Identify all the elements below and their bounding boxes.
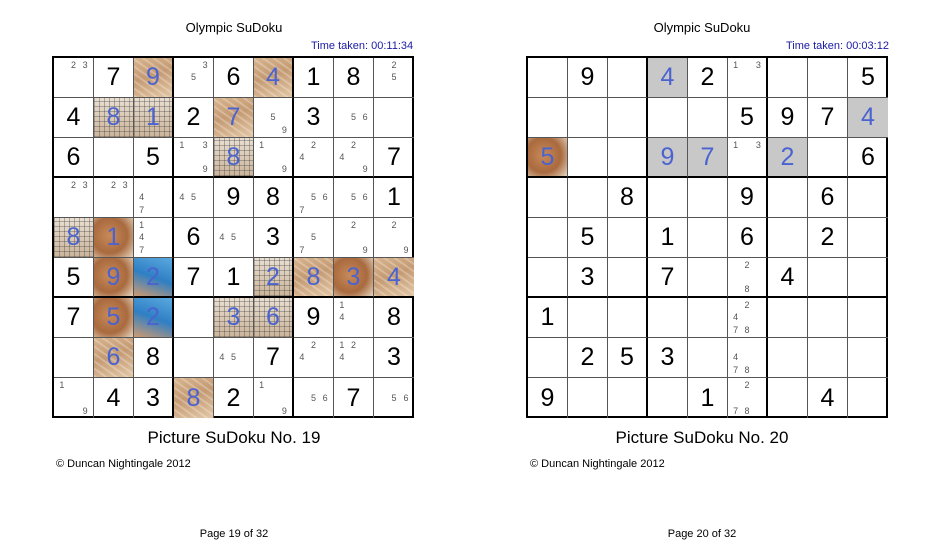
given-digit: 7	[346, 383, 361, 412]
sudoku-cell[interactable]	[174, 378, 214, 418]
page-title: Olympic SuDoku	[185, 20, 283, 35]
sudoku-cell[interactable]	[94, 258, 134, 298]
sudoku-grid[interactable]	[526, 56, 888, 418]
given-digit: 6	[186, 223, 201, 251]
sudoku-cell[interactable]	[134, 178, 174, 218]
sudoku-cell[interactable]	[568, 178, 608, 218]
puzzle-caption: Picture SuDoku No. 19	[147, 428, 321, 447]
pencil-marks: 1 9	[59, 380, 88, 416]
pencil-marks: 5 6	[350, 112, 368, 123]
sudoku-cell[interactable]	[768, 378, 808, 418]
sudoku-cell[interactable]	[294, 298, 334, 338]
sudoku-cell[interactable]	[728, 298, 768, 338]
given-digit: 2	[226, 383, 241, 412]
pencil-marks: 4 5	[179, 192, 196, 203]
entered-digit: 8	[186, 383, 201, 412]
sudoku-cell[interactable]	[688, 138, 728, 178]
given-digit: 7	[106, 63, 121, 91]
pencil-marks: 4 5	[219, 352, 236, 363]
sudoku-cell[interactable]	[728, 58, 768, 98]
entered-digit: 4	[861, 103, 875, 131]
sudoku-cell[interactable]	[94, 98, 134, 138]
sudoku-cell[interactable]	[214, 298, 254, 338]
given-digit: 1	[226, 262, 241, 291]
sudoku-cell[interactable]	[334, 98, 374, 138]
given-digit: 1	[540, 303, 555, 331]
sudoku-cell[interactable]	[294, 218, 334, 258]
entered-digit: 7	[226, 103, 241, 131]
given-digit: 1	[660, 223, 675, 251]
sudoku-cell[interactable]	[528, 298, 568, 338]
sudoku-cell[interactable]	[808, 298, 848, 338]
sudoku-cell[interactable]	[174, 98, 214, 138]
sudoku-cell[interactable]	[294, 178, 334, 218]
sudoku-cell[interactable]	[174, 298, 214, 338]
sudoku-cell[interactable]	[94, 378, 134, 418]
sudoku-cell[interactable]	[134, 378, 174, 418]
pencil-marks: 2 5	[391, 60, 397, 83]
sudoku-cell[interactable]	[294, 58, 334, 98]
entered-digit: 1	[106, 223, 121, 251]
given-digit: 3	[387, 343, 401, 371]
sudoku-cell[interactable]	[254, 58, 294, 98]
sudoku-cell[interactable]	[334, 258, 374, 298]
sudoku-cell[interactable]	[334, 218, 374, 258]
sudoku-cell[interactable]	[254, 378, 294, 418]
sudoku-cell[interactable]	[294, 338, 334, 378]
entered-digit: 2	[266, 262, 280, 291]
given-digit: 4	[66, 103, 81, 131]
sudoku-cell[interactable]	[568, 378, 608, 418]
sudoku-cell[interactable]	[608, 58, 648, 98]
sudoku-cell[interactable]	[294, 258, 334, 298]
sudoku-cell[interactable]	[808, 338, 848, 378]
entered-digit: 5	[540, 142, 555, 171]
pencil-marks: 2 4 7 8	[733, 300, 750, 335]
given-digit: 8	[387, 303, 401, 331]
sudoku-cell[interactable]	[688, 378, 728, 418]
sudoku-cell[interactable]	[374, 58, 414, 98]
entered-digit: 8	[106, 103, 121, 131]
sudoku-cell[interactable]	[174, 258, 214, 298]
entered-digit: 6	[266, 303, 280, 331]
entered-digit: 8	[306, 262, 321, 291]
sudoku-cell[interactable]	[134, 298, 174, 338]
pencil-marks: 2 8	[744, 260, 750, 294]
entered-digit: 1	[146, 103, 160, 131]
sudoku-cell[interactable]	[334, 338, 374, 378]
sudoku-cell[interactable]	[688, 258, 728, 298]
sudoku-cell[interactable]	[254, 338, 294, 378]
sudoku-cell[interactable]	[54, 218, 94, 258]
entered-digit: 9	[660, 142, 675, 171]
pencil-marks: 1 4	[339, 300, 345, 323]
sudoku-cell[interactable]	[54, 338, 94, 378]
pencil-marks: 1 4 7	[139, 220, 145, 255]
sudoku-cell[interactable]	[374, 298, 414, 338]
entered-digit: 8	[226, 142, 241, 171]
given-digit: 6	[820, 183, 835, 211]
sudoku-cell[interactable]	[808, 138, 848, 178]
sudoku-cell[interactable]	[808, 58, 848, 98]
sudoku-cell[interactable]	[214, 58, 254, 98]
entered-digit: 5	[106, 303, 121, 331]
sudoku-cell[interactable]	[94, 298, 134, 338]
pencil-marks: 5 6	[391, 392, 409, 403]
sudoku-cell[interactable]	[768, 338, 808, 378]
pencil-marks: 2 4	[299, 140, 316, 162]
pencil-marks: 4 7 8	[733, 352, 750, 375]
sudoku-cell[interactable]	[134, 58, 174, 98]
sudoku-cell[interactable]	[768, 218, 808, 258]
sudoku-cell[interactable]	[294, 138, 334, 178]
sudoku-cell[interactable]	[54, 178, 94, 218]
sudoku-cell[interactable]	[768, 98, 808, 138]
sudoku-cell[interactable]	[94, 178, 134, 218]
sudoku-cell[interactable]	[334, 378, 374, 418]
sudoku-cell[interactable]	[648, 338, 688, 378]
sudoku-cell[interactable]	[688, 58, 728, 98]
given-digit: 5	[740, 103, 754, 131]
sudoku-cell[interactable]	[728, 138, 768, 178]
given-digit: 5	[580, 223, 595, 251]
given-digit: 7	[820, 103, 835, 131]
sudoku-cell[interactable]	[688, 178, 728, 218]
given-digit: 4	[820, 383, 835, 412]
sudoku-cell[interactable]	[648, 138, 688, 178]
entered-digit: 3	[226, 303, 241, 331]
sudoku-cell[interactable]	[214, 338, 254, 378]
sudoku-cell[interactable]	[54, 258, 94, 298]
sudoku-cell[interactable]	[214, 178, 254, 218]
sudoku-cell[interactable]	[374, 218, 414, 258]
entered-digit: 6	[106, 343, 121, 371]
given-digit: 6	[861, 142, 875, 171]
sudoku-cell[interactable]	[648, 298, 688, 338]
given-digit: 3	[266, 223, 280, 251]
entered-digit: 8	[66, 223, 81, 251]
sudoku-cell[interactable]	[848, 298, 888, 338]
given-digit: 1	[700, 383, 715, 412]
pencil-marks: 2 7 8	[733, 380, 750, 416]
sudoku-cell[interactable]	[568, 338, 608, 378]
sudoku-cell[interactable]	[568, 58, 608, 98]
sudoku-cell[interactable]	[808, 258, 848, 298]
sudoku-cell[interactable]	[728, 338, 768, 378]
given-digit: 4	[106, 383, 121, 412]
sudoku-cell[interactable]	[768, 258, 808, 298]
sudoku-cell[interactable]	[254, 178, 294, 218]
sudoku-cell[interactable]	[94, 338, 134, 378]
sudoku-cell[interactable]	[374, 98, 414, 138]
sudoku-cell[interactable]	[214, 218, 254, 258]
pencil-marks: 5 6 7	[299, 192, 328, 215]
sudoku-cell[interactable]	[334, 138, 374, 178]
pencil-marks: 1 3	[733, 60, 761, 71]
sudoku-cell[interactable]	[808, 178, 848, 218]
sudoku-cell[interactable]	[334, 178, 374, 218]
sudoku-cell[interactable]	[294, 98, 334, 138]
sudoku-cell[interactable]	[648, 178, 688, 218]
given-digit: 9	[780, 103, 795, 131]
sudoku-cell[interactable]	[848, 218, 888, 258]
sudoku-cell[interactable]	[528, 258, 568, 298]
given-digit: 2	[186, 103, 201, 131]
sudoku-cell[interactable]	[728, 178, 768, 218]
given-digit: 9	[580, 63, 595, 91]
sudoku-cell[interactable]	[688, 98, 728, 138]
page-20	[468, 0, 936, 555]
sudoku-cell[interactable]	[528, 218, 568, 258]
sudoku-cell[interactable]	[334, 58, 374, 98]
sudoku-cell[interactable]	[848, 378, 888, 418]
sudoku-cell[interactable]	[374, 178, 414, 218]
sudoku-cell[interactable]	[768, 298, 808, 338]
entered-digit: 7	[700, 142, 715, 171]
sudoku-cell[interactable]	[568, 258, 608, 298]
copyright-text: © Duncan Nightingale 2012	[56, 458, 191, 470]
sudoku-cell[interactable]	[528, 58, 568, 98]
sudoku-cell[interactable]	[568, 98, 608, 138]
given-digit: 2	[700, 63, 715, 91]
sudoku-cell[interactable]	[54, 58, 94, 98]
copyright-text: © Duncan Nightingale 2012	[530, 458, 665, 470]
given-digit: 7	[660, 262, 675, 291]
sudoku-cell[interactable]	[688, 218, 728, 258]
given-digit: 3	[306, 103, 321, 131]
sudoku-cell[interactable]	[528, 138, 568, 178]
given-digit: 8	[266, 183, 280, 211]
sudoku-cell[interactable]	[848, 58, 888, 98]
given-digit: 1	[387, 183, 401, 211]
pencil-marks: 2 4 9	[339, 140, 368, 174]
sudoku-cell[interactable]	[848, 338, 888, 378]
sudoku-cell[interactable]	[174, 338, 214, 378]
sudoku-cell[interactable]	[728, 378, 768, 418]
sudoku-cell[interactable]	[848, 138, 888, 178]
given-digit: 4	[780, 262, 795, 291]
pencil-marks: 1 3 9	[179, 140, 208, 174]
sudoku-cell[interactable]	[608, 258, 648, 298]
sudoku-cell[interactable]	[648, 218, 688, 258]
sudoku-cell[interactable]	[808, 378, 848, 418]
given-digit: 5	[66, 262, 81, 291]
sudoku-cell[interactable]	[608, 178, 648, 218]
pencil-marks: 1 2 4	[339, 340, 356, 363]
sudoku-cell[interactable]	[528, 378, 568, 418]
given-digit: 2	[820, 223, 835, 251]
sudoku-cell[interactable]	[808, 218, 848, 258]
sudoku-cell[interactable]	[848, 98, 888, 138]
given-digit: 6	[226, 63, 241, 91]
sudoku-cell[interactable]	[214, 378, 254, 418]
sudoku-cell[interactable]	[54, 298, 94, 338]
pencil-marks: 3 5	[190, 60, 208, 83]
given-digit: 5	[620, 343, 634, 371]
entered-digit: 3	[346, 262, 361, 291]
sudoku-cell[interactable]	[768, 178, 808, 218]
sudoku-cell[interactable]	[848, 258, 888, 298]
pencil-marks: 2 9	[391, 220, 409, 255]
page-number: Page 19 of 32	[199, 528, 269, 540]
given-digit: 8	[146, 343, 160, 371]
pencil-marks: 4 7	[139, 192, 145, 215]
entered-digit: 4	[387, 262, 401, 291]
entered-digit: 2	[146, 262, 160, 291]
pencil-marks: 2 3	[70, 180, 88, 191]
sudoku-cell[interactable]	[648, 58, 688, 98]
sudoku-cell[interactable]	[94, 218, 134, 258]
sudoku-cell[interactable]	[374, 378, 414, 418]
sudoku-cell[interactable]	[608, 218, 648, 258]
pencil-marks: 2 3	[70, 60, 88, 71]
given-digit: 7	[266, 343, 280, 371]
sudoku-cell[interactable]	[334, 298, 374, 338]
sudoku-cell[interactable]	[568, 298, 608, 338]
sudoku-cell[interactable]	[608, 338, 648, 378]
given-digit: 9	[226, 183, 241, 211]
sudoku-cell[interactable]	[648, 258, 688, 298]
given-digit: 1	[306, 63, 321, 91]
entered-digit: 9	[106, 262, 121, 291]
given-digit: 7	[387, 142, 401, 171]
sudoku-cell[interactable]	[688, 298, 728, 338]
given-digit: 2	[580, 343, 595, 371]
puzzle-caption: Picture SuDoku No. 20	[615, 428, 789, 447]
sudoku-cell[interactable]	[608, 138, 648, 178]
entered-digit: 4	[266, 63, 280, 91]
sudoku-cell[interactable]	[174, 58, 214, 98]
given-digit: 6	[740, 223, 754, 251]
given-digit: 9	[740, 183, 754, 211]
sudoku-cell[interactable]	[174, 218, 214, 258]
given-digit: 5	[146, 142, 160, 171]
sudoku-cell[interactable]	[728, 258, 768, 298]
given-digit: 9	[306, 303, 321, 331]
entered-digit: 9	[146, 63, 160, 91]
sudoku-cell[interactable]	[134, 218, 174, 258]
sudoku-cell[interactable]	[214, 138, 254, 178]
sudoku-cell[interactable]	[688, 338, 728, 378]
sudoku-cell[interactable]	[374, 258, 414, 298]
given-digit: 3	[146, 383, 160, 412]
given-digit: 3	[580, 262, 595, 291]
pencil-marks: 5 6	[350, 192, 368, 203]
sudoku-cell[interactable]	[648, 378, 688, 418]
pencil-marks: 5 7	[299, 232, 316, 255]
sudoku-grid[interactable]	[52, 56, 414, 418]
time-taken-label: Time taken: 00:11:34	[311, 40, 414, 52]
given-digit: 7	[66, 303, 81, 331]
sudoku-cell[interactable]	[254, 98, 294, 138]
sudoku-cell[interactable]	[254, 298, 294, 338]
pencil-marks: 2 9	[350, 220, 368, 255]
sudoku-cell[interactable]	[174, 178, 214, 218]
sudoku-cell[interactable]	[608, 378, 648, 418]
sudoku-cell[interactable]	[254, 258, 294, 298]
pencil-marks: 5 6	[310, 392, 328, 403]
sudoku-cell[interactable]	[528, 178, 568, 218]
page-number: Page 20 of 32	[667, 528, 737, 540]
entered-digit: 2	[780, 142, 795, 171]
sudoku-cell[interactable]	[768, 58, 808, 98]
pencil-marks: 5 9	[270, 112, 287, 135]
pencil-marks: 4 5	[219, 232, 236, 243]
sudoku-cell[interactable]	[134, 338, 174, 378]
sudoku-cell[interactable]	[374, 138, 414, 178]
sudoku-cell[interactable]	[254, 218, 294, 258]
sudoku-cell[interactable]	[134, 258, 174, 298]
sudoku-cell[interactable]	[134, 138, 174, 178]
given-digit: 8	[346, 63, 361, 91]
sudoku-cell[interactable]	[808, 98, 848, 138]
sudoku-cell[interactable]	[528, 98, 568, 138]
sudoku-cell[interactable]	[568, 218, 608, 258]
sudoku-cell[interactable]	[54, 378, 94, 418]
given-digit: 9	[540, 383, 555, 412]
entered-digit: 2	[146, 303, 160, 331]
sudoku-cell[interactable]	[608, 98, 648, 138]
sudoku-cell[interactable]	[728, 218, 768, 258]
sudoku-cell[interactable]	[528, 338, 568, 378]
pencil-marks: 2 3	[110, 180, 128, 191]
sudoku-cell[interactable]	[54, 98, 94, 138]
sudoku-cell[interactable]	[94, 58, 134, 98]
sudoku-cell[interactable]	[254, 138, 294, 178]
given-digit: 3	[660, 343, 675, 371]
pencil-marks: 1 9	[259, 380, 287, 416]
sudoku-cell[interactable]	[94, 138, 134, 178]
sudoku-cell[interactable]	[374, 338, 414, 378]
sudoku-cell[interactable]	[568, 138, 608, 178]
sudoku-cell[interactable]	[294, 378, 334, 418]
sudoku-cell[interactable]	[54, 138, 94, 178]
pencil-marks: 1 9	[259, 140, 287, 174]
pencil-marks: 2 4	[299, 340, 316, 363]
page-title: Olympic SuDoku	[653, 20, 751, 35]
given-digit: 7	[186, 262, 201, 291]
pencil-marks: 1 3	[733, 140, 761, 150]
sudoku-cell[interactable]	[608, 298, 648, 338]
sudoku-cell[interactable]	[214, 98, 254, 138]
given-digit: 8	[620, 183, 634, 211]
sudoku-cell[interactable]	[648, 98, 688, 138]
given-digit: 5	[861, 63, 875, 91]
sudoku-cell[interactable]	[848, 178, 888, 218]
sudoku-cell[interactable]	[728, 98, 768, 138]
sudoku-cell[interactable]	[174, 138, 214, 178]
given-digit: 6	[66, 142, 81, 171]
sudoku-cell[interactable]	[134, 98, 174, 138]
sudoku-cell[interactable]	[768, 138, 808, 178]
time-taken-label: Time taken: 00:03:12	[786, 40, 889, 52]
sudoku-cell[interactable]	[214, 258, 254, 298]
entered-digit: 4	[660, 63, 675, 91]
